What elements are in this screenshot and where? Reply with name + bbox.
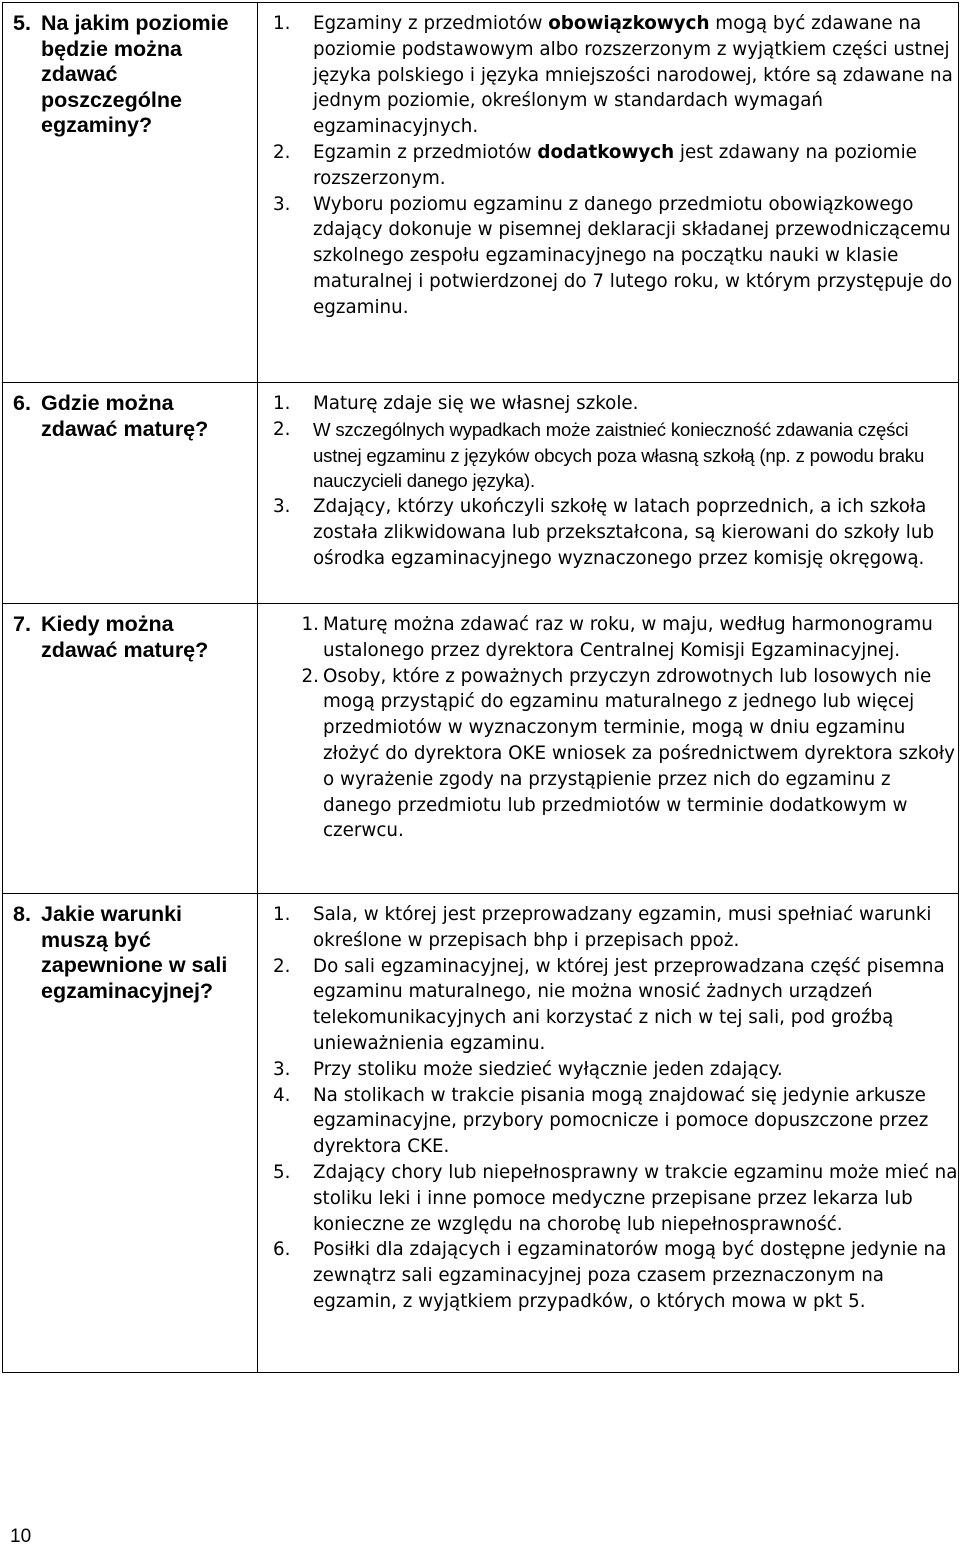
answer-item xyxy=(273,1057,958,1083)
answer-item xyxy=(273,417,958,494)
answer-text: Osoby, które z poważnych przyczyn zdrowotnych lub losowych nie mogą przystąpić do egzaminu maturalnego z jednego lub więcej przedmiotów w wyznaczonym terminie, mogą w dniu egzaminu złożyć do dyrektora OKE wniosek za pośrednictwem dyrektora szkoły o wyrażenie zgody na przystąpienie przez nich do egzaminu z danego przedmiotu lub przedmiotów w terminie dodatkowym w czerwcu. xyxy=(323,665,955,842)
answer-item xyxy=(273,664,958,845)
question-7 xyxy=(13,612,248,663)
answer-text: Sala, w której jest przeprowadzany egzamin, musi spełniać warunki określone w przepisach bhp i przepisach ppoż. xyxy=(313,904,932,951)
answer-item xyxy=(273,612,958,664)
question-number: 6. xyxy=(13,391,31,415)
answer-list-6 xyxy=(273,391,958,572)
answer-text: Egzaminy z przedmiotów obowiązkowych mogą być zdawane na poziomie podstawowym albo rozszerzonym z wyjątkiem części ustnej języka polskiego i języka mniejszości narodowej, które są zdawane na jednym poziomie, określonym w standardach wymagań egzaminacyjnych. xyxy=(313,13,953,138)
answer-number: 1. xyxy=(273,13,291,34)
answer-number: 6. xyxy=(273,1239,291,1261)
answer-item xyxy=(273,1237,958,1314)
answer-text: Maturę zdaje się we własnej szkole. xyxy=(313,393,639,414)
column-divider xyxy=(257,3,258,382)
faq-row-7 xyxy=(2,604,959,894)
answer-item xyxy=(273,192,958,321)
column-divider xyxy=(257,604,258,893)
answer-text: Do sali egzaminacyjnej, w której jest przeprowadzana część pisemna egzaminu maturalnego, nie można wnosić żadnych urządzeń telekomunikacyjnych ani korzystać z nich w tej sali, pod groźbą unieważnienia egzaminu. xyxy=(313,955,945,1054)
answer-text: W szczególnych wypadkach może zaistnieć konieczność zdawania części ustnej egzaminu z języków obcych poza własną szkołą (np. z powodu braku nauczycieli danego języka). xyxy=(313,418,925,492)
answer-text: Wyboru poziomu egzaminu z danego przedmiotu obowiązkowego zdający dokonuje w pisemnej deklaracji składanej przewodniczącemu szkolnego zespołu egzaminacyjnego na początku nauki w klasie maturalnej i potwierdzonej do 7 lutego roku, w którym przystępuje do egzaminu. xyxy=(313,193,953,318)
answer-number: 1. xyxy=(301,614,319,635)
answer-item xyxy=(273,494,958,571)
answer-item xyxy=(273,1083,958,1160)
answer-number: 2. xyxy=(273,141,291,163)
answer-number: 2. xyxy=(301,665,319,687)
faq-row-6 xyxy=(2,383,959,604)
answer-number: 4. xyxy=(273,1084,291,1106)
faq-row-5 xyxy=(2,2,959,383)
answer-list-8 xyxy=(273,902,958,1315)
answer-item xyxy=(273,391,958,417)
answer-number: 2. xyxy=(273,418,291,440)
question-text: Gdzie można zdawać maturę? xyxy=(41,391,209,441)
answer-item xyxy=(273,140,958,192)
question-6 xyxy=(13,391,248,442)
answer-text: Zdający chory lub niepełnosprawny w trakcie egzaminu może mieć na stoliku leki i inne pomoce medyczne przepisane przez lekarza lub konieczne ze względu na chorobę lub niepełnosprawność. xyxy=(313,1161,958,1235)
answer-number: 1. xyxy=(273,393,291,414)
answer-item xyxy=(273,954,958,1057)
question-8 xyxy=(13,902,248,1004)
question-number: 8. xyxy=(13,902,31,926)
answer-item xyxy=(273,902,958,954)
answer-text: Zdający, którzy ukończyli szkołę w latach poprzednich, a ich szkoła została zlikwidowana lub przekształcona, są kierowani do szkoły lub ośrodka egzaminacyjnego wyznaczonego przez komisję okręgową. xyxy=(313,496,935,569)
faq-row-8 xyxy=(2,894,959,1373)
answer-text: Maturę można zdawać raz w roku, w maju, według harmonogramu ustalonego przez dyrektora Centralnej Komisji Egzaminacyjnej. xyxy=(323,614,933,661)
question-text: Jakie warunki muszą być zapewnione w sali egzaminacyjnej? xyxy=(41,902,228,1003)
answer-text: Egzamin z przedmiotów dodatkowych jest zdawany na poziomie rozszerzonym. xyxy=(313,141,917,189)
question-number: 7. xyxy=(13,612,31,636)
answer-number: 2. xyxy=(273,955,291,977)
answer-list-7 xyxy=(273,612,958,844)
answer-list-5 xyxy=(273,11,958,321)
question-text: Kiedy można zdawać maturę? xyxy=(41,612,209,662)
answer-number: 1. xyxy=(273,904,291,925)
answer-item xyxy=(273,1160,958,1237)
question-number: 5. xyxy=(13,11,31,35)
answer-number: 5. xyxy=(273,1161,291,1183)
page-number: 10 xyxy=(10,1526,32,1547)
answer-text: Przy stoliku może siedzieć wyłącznie jeden zdający. xyxy=(313,1058,783,1080)
answer-number: 3. xyxy=(273,1058,291,1080)
answer-text: Posiłki dla zdających i egzaminatorów mogą być dostępne jedynie na zewnątrz sali egzaminacyjnej poza czasem przeznaczonym na egzamin, z wyjątkiem przypadków, o których mowa w pkt 5. xyxy=(313,1239,947,1312)
column-divider xyxy=(257,383,258,603)
answer-item xyxy=(273,11,958,140)
answer-text: Na stolikach w trakcie pisania mogą znajdować się jedynie arkusze egzaminacyjne, przybory pomocnicze i pomoce dopuszczone przez dyrektora CKE. xyxy=(313,1084,929,1158)
answer-number: 3. xyxy=(273,496,291,518)
answer-number: 3. xyxy=(273,193,291,215)
column-divider xyxy=(257,894,258,1372)
question-5 xyxy=(13,11,248,139)
question-text: Na jakim poziomie będzie można zdawać poszczególne egzaminy? xyxy=(41,11,229,137)
